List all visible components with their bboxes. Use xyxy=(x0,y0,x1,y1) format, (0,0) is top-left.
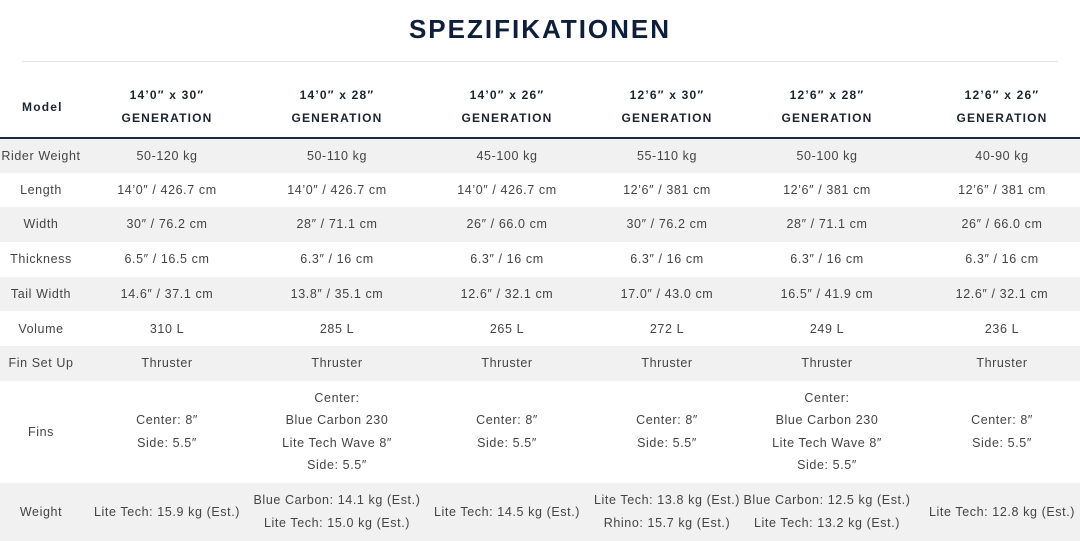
cell-line: Side: 5.5″ xyxy=(797,458,857,473)
table-cell xyxy=(252,483,422,541)
table-cell: Thruster xyxy=(252,346,422,381)
row-label-text: Rider Weight xyxy=(1,148,81,163)
table-cell xyxy=(592,483,742,541)
table-cell: Thruster xyxy=(742,346,912,381)
table-row-thickness xyxy=(0,242,1080,277)
table-cell xyxy=(592,381,742,483)
row-label xyxy=(0,173,82,208)
model-header xyxy=(422,76,592,138)
row-label xyxy=(0,381,82,483)
table-row-tail-width xyxy=(0,277,1080,312)
table-cell: 30″ / 76.2 cm xyxy=(592,207,742,242)
cell-line: Lite Tech: 12.8 kg (Est.) xyxy=(928,504,1076,519)
specifications-table xyxy=(0,76,1080,541)
model-size: 12’6″ x 30″ xyxy=(629,87,705,102)
table-cell xyxy=(742,381,912,483)
table-cell: 236 L xyxy=(984,321,1020,336)
model-edition: GENERATION xyxy=(621,110,713,125)
page-title: SPEZIFIKATIONEN xyxy=(408,14,672,44)
cell-line: Side: 5.5″ xyxy=(637,435,697,450)
table-row-fins xyxy=(0,381,1080,483)
table-cell: 249 L xyxy=(809,321,845,336)
row-label xyxy=(0,483,82,541)
row-label xyxy=(0,311,82,346)
cell-line: Lite Tech: 14.5 kg (Est.) xyxy=(433,504,581,519)
table-cell: Thruster xyxy=(422,346,592,381)
table-cell xyxy=(422,381,592,483)
model-edition: GENERATION xyxy=(461,110,553,125)
table-row-length xyxy=(0,173,1080,208)
row-label xyxy=(0,138,82,173)
cell-line: Center: 8″ xyxy=(971,413,1033,428)
table-cell: 14.6″ / 37.1 cm xyxy=(82,277,252,312)
cell-line: Blue Carbon: 12.5 kg (Est.) xyxy=(743,493,911,508)
table-cell: 6.3″ / 16 cm xyxy=(790,252,864,267)
table-cell: 6.3″ / 16 cm xyxy=(630,252,704,267)
row-label xyxy=(0,346,82,381)
table-cell xyxy=(82,381,252,483)
table-cell: 285 L xyxy=(319,321,355,336)
table-cell: 30″ / 76.2 cm xyxy=(82,207,252,242)
table-cell: 265 L xyxy=(489,321,525,336)
cell-line: Lite Tech Wave 8″ xyxy=(282,435,392,450)
model-edition: GENERATION xyxy=(781,110,873,125)
cell-line: Rhino: 15.7 kg (Est.) xyxy=(603,515,731,530)
cell-line: Blue Carbon 230 xyxy=(285,413,389,428)
model-size: 12’6″ x 26″ xyxy=(964,87,1040,102)
table-cell: 6.3″ / 16 cm xyxy=(300,252,374,267)
model-header xyxy=(592,76,742,138)
table-cell: 50-110 kg xyxy=(252,138,422,173)
table-cell: 12’6″ / 381 cm xyxy=(783,182,871,197)
table-cell: 12.6″ / 32.1 cm xyxy=(422,277,592,312)
row-label xyxy=(0,242,82,277)
table-row-rider-weight xyxy=(0,138,1080,173)
table-cell xyxy=(252,381,422,483)
table-cell: 12’6″ / 381 cm xyxy=(958,182,1046,197)
cell-line: Center: xyxy=(804,390,850,405)
table-cell: 310 L xyxy=(149,321,185,336)
cell-line: Lite Tech Wave 8″ xyxy=(772,435,882,450)
table-cell: 26″ / 66.0 cm xyxy=(912,207,1080,242)
model-edition: GENERATION xyxy=(291,110,383,125)
table-cell: 14’0″ / 426.7 cm xyxy=(117,182,217,197)
row-label-text: Volume xyxy=(18,321,64,336)
table-cell: 55-110 kg xyxy=(592,138,742,173)
model-size: 14’0″ x 28″ xyxy=(299,87,375,102)
model-size: 12’6″ x 28″ xyxy=(789,87,865,102)
cell-line: Center: 8″ xyxy=(136,413,198,428)
model-header xyxy=(912,76,1080,138)
table-row-fin-set-up xyxy=(0,346,1080,381)
table-cell: 14’0″ / 426.7 cm xyxy=(287,182,387,197)
row-label-text: Tail Width xyxy=(10,286,72,301)
table-cell: Thruster xyxy=(82,346,252,381)
cell-line: Lite Tech: 13.2 kg (Est.) xyxy=(753,515,901,530)
model-header xyxy=(252,76,422,138)
row-label-text: Length xyxy=(20,182,62,197)
cell-line: Lite Tech: 15.9 kg (Est.) xyxy=(93,504,241,519)
row-label-text: Fin Set Up xyxy=(8,356,74,371)
cell-line: Center: 8″ xyxy=(476,413,538,428)
model-edition: GENERATION xyxy=(121,110,213,125)
cell-line: Side: 5.5″ xyxy=(477,435,537,450)
cell-line: Center: xyxy=(314,390,360,405)
table-cell: 26″ / 66.0 cm xyxy=(422,207,592,242)
table-cell: Thruster xyxy=(912,346,1080,381)
table-cell xyxy=(422,483,592,541)
cell-line: Side: 5.5″ xyxy=(972,435,1032,450)
table-cell: 6.3″ / 16 cm xyxy=(965,252,1039,267)
model-size: 14’0″ x 26″ xyxy=(469,87,545,102)
cell-line: Side: 5.5″ xyxy=(137,435,197,450)
title-divider xyxy=(22,61,1058,62)
cell-line: Blue Carbon 230 xyxy=(775,413,879,428)
table-cell: 14’0″ / 426.7 cm xyxy=(457,182,557,197)
table-cell: 12’6″ / 381 cm xyxy=(623,182,711,197)
table-cell: 272 L xyxy=(649,321,685,336)
table-cell: 28″ / 71.1 cm xyxy=(252,207,422,242)
table-cell: 6.3″ / 16 cm xyxy=(470,252,544,267)
table-cell: 45-100 kg xyxy=(422,138,592,173)
table-row-volume xyxy=(0,311,1080,346)
cell-line: Lite Tech: 15.0 kg (Est.) xyxy=(263,515,411,530)
model-size: 14’0″ x 30″ xyxy=(129,87,205,102)
table-row-weight xyxy=(0,483,1080,541)
model-edition: GENERATION xyxy=(956,110,1048,125)
table-cell: 50-100 kg xyxy=(742,138,912,173)
row-label-text: Fins xyxy=(27,424,54,439)
cell-line: Center: 8″ xyxy=(636,413,698,428)
cell-line: Lite Tech: 13.8 kg (Est.) xyxy=(593,493,741,508)
model-header xyxy=(82,76,252,138)
table-cell: 12.6″ / 32.1 cm xyxy=(912,277,1080,312)
table-cell: 40-90 kg xyxy=(912,138,1080,173)
table-header-row xyxy=(0,76,1080,138)
row-label xyxy=(0,277,82,312)
table-cell xyxy=(82,483,252,541)
model-column-header: Model xyxy=(0,76,82,138)
cell-line: Side: 5.5″ xyxy=(307,458,367,473)
table-cell: 28″ / 71.1 cm xyxy=(742,207,912,242)
cell-line: Blue Carbon: 14.1 kg (Est.) xyxy=(253,493,421,508)
row-label xyxy=(0,207,82,242)
table-row-width xyxy=(0,207,1080,242)
row-label-text: Width xyxy=(23,217,59,232)
table-cell: Thruster xyxy=(592,346,742,381)
table-cell: 16.5″ / 41.9 cm xyxy=(742,277,912,312)
table-cell: 6.5″ / 16.5 cm xyxy=(124,252,210,267)
table-cell xyxy=(912,483,1080,541)
model-header xyxy=(742,76,912,138)
table-cell: 17.0″ / 43.0 cm xyxy=(592,277,742,312)
table-cell xyxy=(742,483,912,541)
table-cell xyxy=(912,381,1080,483)
table-cell: 50-120 kg xyxy=(82,138,252,173)
row-label-text: Weight xyxy=(19,504,63,519)
row-label-text: Thickness xyxy=(10,252,72,267)
table-cell: 13.8″ / 35.1 cm xyxy=(252,277,422,312)
